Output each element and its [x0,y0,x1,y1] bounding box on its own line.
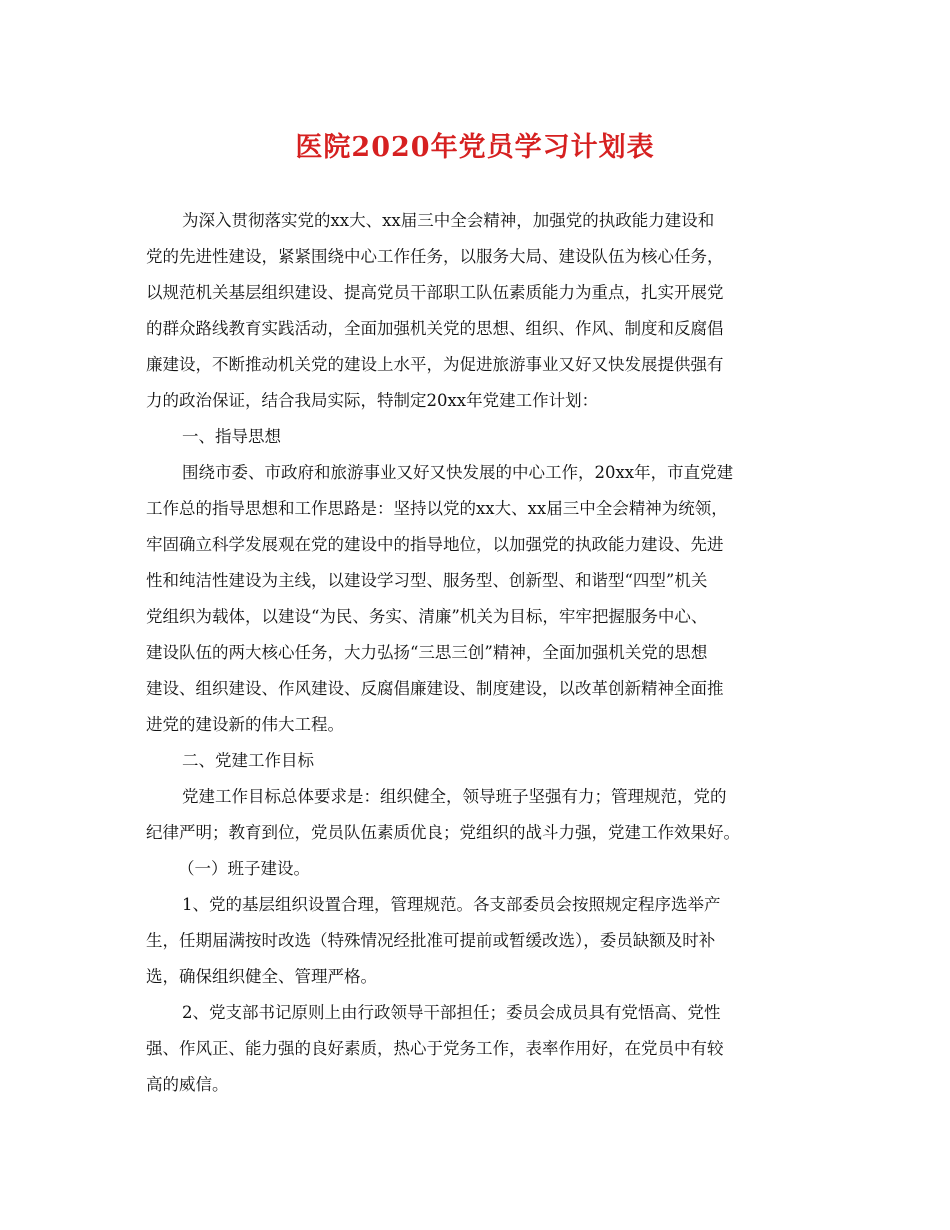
paragraph-line: 党建工作目标总体要求是：组织健全，领导班子坚强有力；管理规范，党的 [182,787,727,806]
paragraph-line: 为深入贯彻落实党的xx大、xx届三中全会精神，加强党的执政能力建设和 [182,211,715,230]
paragraph-line: 高的威信。 [146,1075,229,1094]
paragraph-line: 性和纯洁性建设为主线，以建设学习型、服务型、创新型、和谐型“四型”机关 [146,571,708,590]
paragraph-line: 选，确保组织健全、管理严格。 [146,967,377,986]
paragraph-line: 的群众路线教育实践活动，全面加强机关党的思想、组织、作风、制度和反腐倡 [146,319,724,338]
paragraph-line: 建设、组织建设、作风建设、反腐倡廉建设、制度建设，以改革创新精神全面推 [146,679,724,698]
paragraph-line: 党组织为载体，以建设“为民、务实、清廉”机关为目标，牢牢把握服务中心、 [146,607,708,626]
document-title: 医院2020年党员学习计划表 [295,132,655,163]
paragraph-line: 围绕市委、市政府和旅游事业又好又快发展的中心工作，20xx年，市直党建 [182,463,734,482]
paragraph-line: 进党的建设新的伟大工程。 [146,715,344,734]
paragraph-line: 生，任期届满按时改选（特殊情况经批准可提前或暂缓改选），委员缺额及时补 [146,931,716,950]
paragraph-line: 工作总的指导思想和工作思路是：坚持以党的xx大、xx届三中全会精神为统领， [146,499,728,518]
paragraph-line: 力的政治保证，结合我局实际，特制定20xx年党建工作计划： [146,391,599,410]
document-body [146,203,812,1103]
subsection-heading: （一）班子建设。 [178,859,310,878]
paragraph-line: 1、党的基层组织设置合理，管理规范。各支部委员会按照规定程序选举产 [182,895,721,914]
paragraph-line: 强、作风正、能力强的良好素质，热心于党务工作，表率作用好，在党员中有较 [146,1039,724,1058]
paragraph-line: 以规范机关基层组织建设、提高党员干部职工队伍素质能力为重点，扎实开展党 [146,283,724,302]
paragraph-line: 廉建设，不断推动机关党的建设上水平，为促进旅游事业又好又快发展提供强有 [146,355,724,374]
paragraph-line: 2、党支部书记原则上由行政领导干部担任；委员会成员具有党悟高、党性 [182,1003,721,1022]
paragraph-line: 牢固确立科学发展观在党的建设中的指导地位，以加强党的执政能力建设、先进 [146,535,724,554]
paragraph-line: 党的先进性建设，紧紧围绕中心工作任务，以服务大局、建设队伍为核心任务， [146,247,724,266]
paragraph-line: 纪律严明；教育到位，党员队伍素质优良；党组织的战斗力强，党建工作效果好。 [146,823,740,842]
paragraph-line: 建设队伍的两大核心任务，大力弘扬“三思三创”精神，全面加强机关党的思想 [146,643,708,662]
section-heading: 二、党建工作目标 [182,751,314,770]
section-heading: 一、指导思想 [182,427,281,446]
